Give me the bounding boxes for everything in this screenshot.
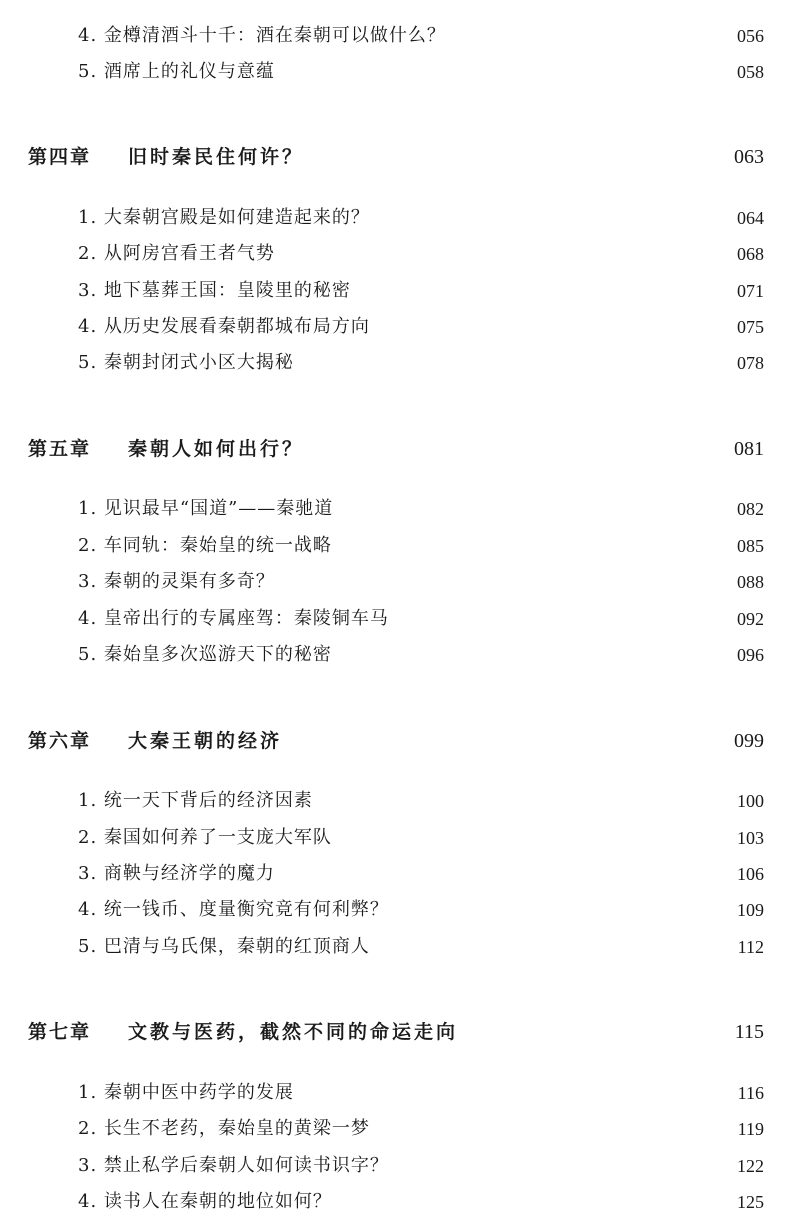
toc-entry-title: 3. 禁止私学后秦朝人如何读书识字？ [78,1155,389,1176]
chapter-page: 081 [734,438,764,460]
chapter-number: 第七章 [28,1021,92,1043]
toc-entry [0,823,790,853]
toc-entry-title: 5. 秦朝封闭式小区大揭秘 [78,352,294,373]
toc-entry-title: 2. 从阿房宫看王者气势 [78,243,275,264]
toc-entry [0,640,790,670]
chapter-page: 099 [734,730,764,752]
toc-entry-page: 122 [737,1156,764,1176]
toc-entry-page: 109 [737,900,764,920]
toc-entry-page: 085 [737,536,764,556]
toc-entry [0,348,790,378]
toc-entry-page: 096 [737,645,764,665]
toc-entry-title: 3. 地下墓葬王国：皇陵里的秘密 [78,280,351,301]
toc-entry [0,531,790,561]
toc-entry-title: 1. 秦朝中医中药学的发展 [78,1082,294,1103]
toc-entry-title: 4. 皇帝出行的专属座驾：秦陵铜车马 [78,608,389,629]
toc-entry-title: 4. 从历史发展看秦朝都城布局方向 [78,316,370,337]
toc-entry-page: 082 [737,499,764,519]
toc-entry-title: 2. 长生不老药，秦始皇的黄梁一梦 [78,1118,370,1139]
toc-entry-title: 5. 秦始皇多次巡游天下的秘密 [78,644,332,665]
toc-entry-page: 088 [737,572,764,592]
toc-entry-title: 1. 大秦朝宫殿是如何建造起来的？ [78,207,370,228]
toc-entry-title: 3. 商鞅与经济学的魔力 [78,863,275,884]
toc-entry-title: 2. 秦国如何养了一支庞大军队 [78,827,332,848]
toc-entry-page: 100 [737,791,764,811]
toc-entry [0,494,790,524]
chapter-number: 第六章 [28,730,92,752]
toc-entry-page: 056 [737,26,764,46]
toc-entry-page: 058 [737,62,764,82]
toc-entry [0,604,790,634]
toc-entry-page: 103 [737,828,764,848]
toc-entry-title: 4. 统一钱币、度量衡究竟有何利弊？ [78,899,389,920]
chapter-title: 文教与医药，截然不同的命运走向 [128,1021,459,1043]
toc-entry [0,1187,790,1217]
toc-entry-page: 068 [737,244,764,264]
toc-entry-page: 106 [737,864,764,884]
toc-entry [0,895,790,925]
toc-entry-page: 112 [737,937,764,957]
chapter-number: 第四章 [28,146,92,168]
chapter-heading [0,1017,790,1047]
toc-entry-title: 2. 车同轨：秦始皇的统一战略 [78,535,332,556]
toc-entry [0,1078,790,1108]
toc-entry [0,567,790,597]
toc-entry [0,312,790,342]
chapter-page: 063 [734,146,764,168]
chapter-heading [0,726,790,756]
chapter-heading [0,434,790,464]
toc-entry-title: 3. 秦朝的灵渠有多奇？ [78,571,275,592]
toc-entry-title: 4. 金樽清酒斗十千：酒在秦朝可以做什么？ [78,25,446,46]
toc-entry-page: 116 [737,1083,764,1103]
toc-entry [0,203,790,233]
toc-entry [0,1114,790,1144]
toc-entry-title: 5. 巴清与乌氏倮，秦朝的红顶商人 [78,936,370,957]
chapter-title: 秦朝人如何出行？ [128,438,305,460]
toc-entry [0,932,790,962]
toc-entry-page: 092 [737,609,764,629]
chapter-page: 115 [734,1021,764,1043]
toc-entry-title: 5. 酒席上的礼仪与意蕴 [78,61,275,82]
chapter-title: 旧时秦民住何许？ [128,146,305,168]
toc-entry [0,21,790,51]
toc-entry-title: 4. 读书人在秦朝的地位如何？ [78,1191,332,1212]
toc-entry-page: 078 [737,353,764,373]
chapter-title: 大秦王朝的经济 [128,730,283,752]
toc-entry [0,1151,790,1181]
chapter-heading [0,142,790,172]
chapter-number: 第五章 [28,438,92,460]
toc-entry [0,57,790,87]
toc-entry [0,859,790,889]
toc-entry-title: 1. 见识最早“国道”——秦驰道 [78,498,334,519]
toc-entry-page: 119 [737,1119,764,1139]
toc-entry-title: 1. 统一天下背后的经济因素 [78,790,313,811]
toc-entry-page: 064 [737,208,764,228]
toc-entry-page: 071 [737,281,764,301]
toc-entry [0,239,790,269]
toc-entry [0,276,790,306]
toc-entry-page: 075 [737,317,764,337]
toc-entry [0,786,790,816]
toc-entry-page: 125 [737,1192,764,1212]
